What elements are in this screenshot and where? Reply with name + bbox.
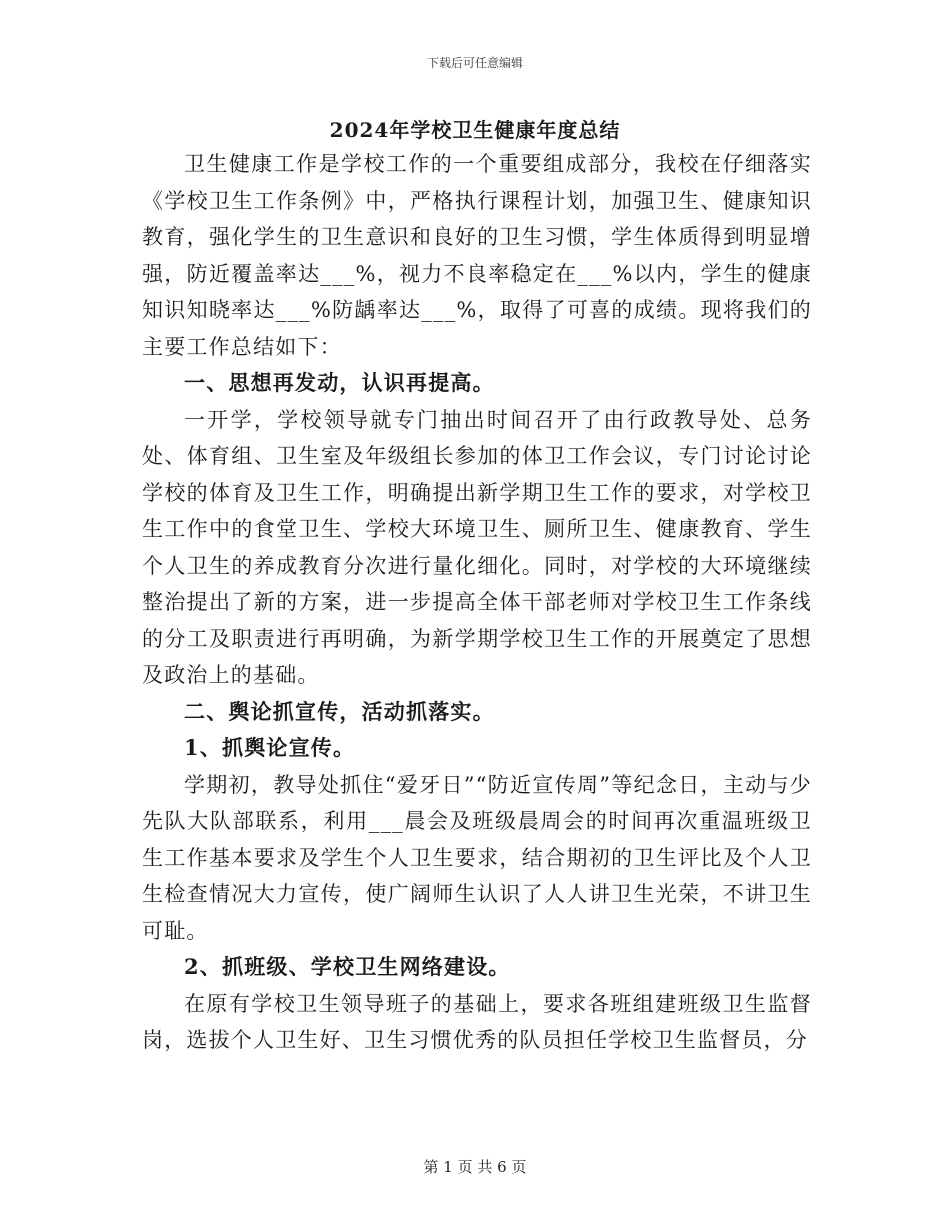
paragraph-subsection-2: 在原有学校卫生领导班子的基础上，要求各班组建班级卫生监督岗，选拔个人卫生好、卫生习惯优秀的队员担任学校卫生监督员，分: [142, 991, 812, 1052]
paragraph-intro: 卫生健康工作是学校工作的一个重要组成部分，我校在仔细落实《学校卫生工作条例》中，严格执行课程计划，加强卫生、健康知识教育，强化学生的卫生意识和良好的卫生习惯，学生体质得到明显增强，防近覆盖率达___%，视力不良率稳定在___%以内，学生的健康知识知晓率达___%防龋率达___%，取得了可喜的成绩。现将我们的主要工作总结如下：: [142, 152, 812, 359]
subsection-heading-2: 2、抓班级、学校卫生网络建设。: [184, 954, 511, 979]
paragraph-section-1: 一开学，学校领导就专门抽出时间召开了由行政教导处、总务处、体育组、卫生室及年级组长参加的体卫工作会议，专门讨论讨论学校的体育及卫生工作，明确提出新学期卫生工作的要求，对学校卫生工作中的食堂卫生、学校大环境卫生、厕所卫生、健康教育、学生个人卫生的养成教育分次进行量化细化。同时，对学校的大环境继续整治提出了新的方案，进一步提高全体干部老师对学校卫生工作条线的分工及职责进行再明确，为新学期学校卫生工作的开展奠定了思想及政治上的基础。: [142, 407, 812, 687]
section-heading-2: 二、舆论抓宣传，活动抓落实。: [184, 698, 495, 724]
subsection-heading-1: 1、抓舆论宣传。: [184, 735, 356, 760]
page-header-note: 下载后可任意编辑: [426, 56, 523, 70]
paragraph-subsection-1: 学期初，教导处抓住“爱牙日”“防近宣传周”等纪念日，主动与少先队大队部联系，利用___晨会及班级晨周会的时间再次重温班级卫生工作基本要求及学生个人卫生要求，结合期初的卫生评比及个人卫生检查情况大力宣传，使广阔师生认识了人人讲卫生光荣，不讲卫生可耻。: [142, 772, 812, 943]
document-body: [142, 146, 812, 1059]
section-heading-1: 一、思想再发动，认识再提高。: [184, 370, 495, 395]
page-number-footer: 第 1 页 共 6 页: [423, 1158, 527, 1176]
document-title: 2024年学校卫生健康年度总结: [329, 118, 621, 142]
